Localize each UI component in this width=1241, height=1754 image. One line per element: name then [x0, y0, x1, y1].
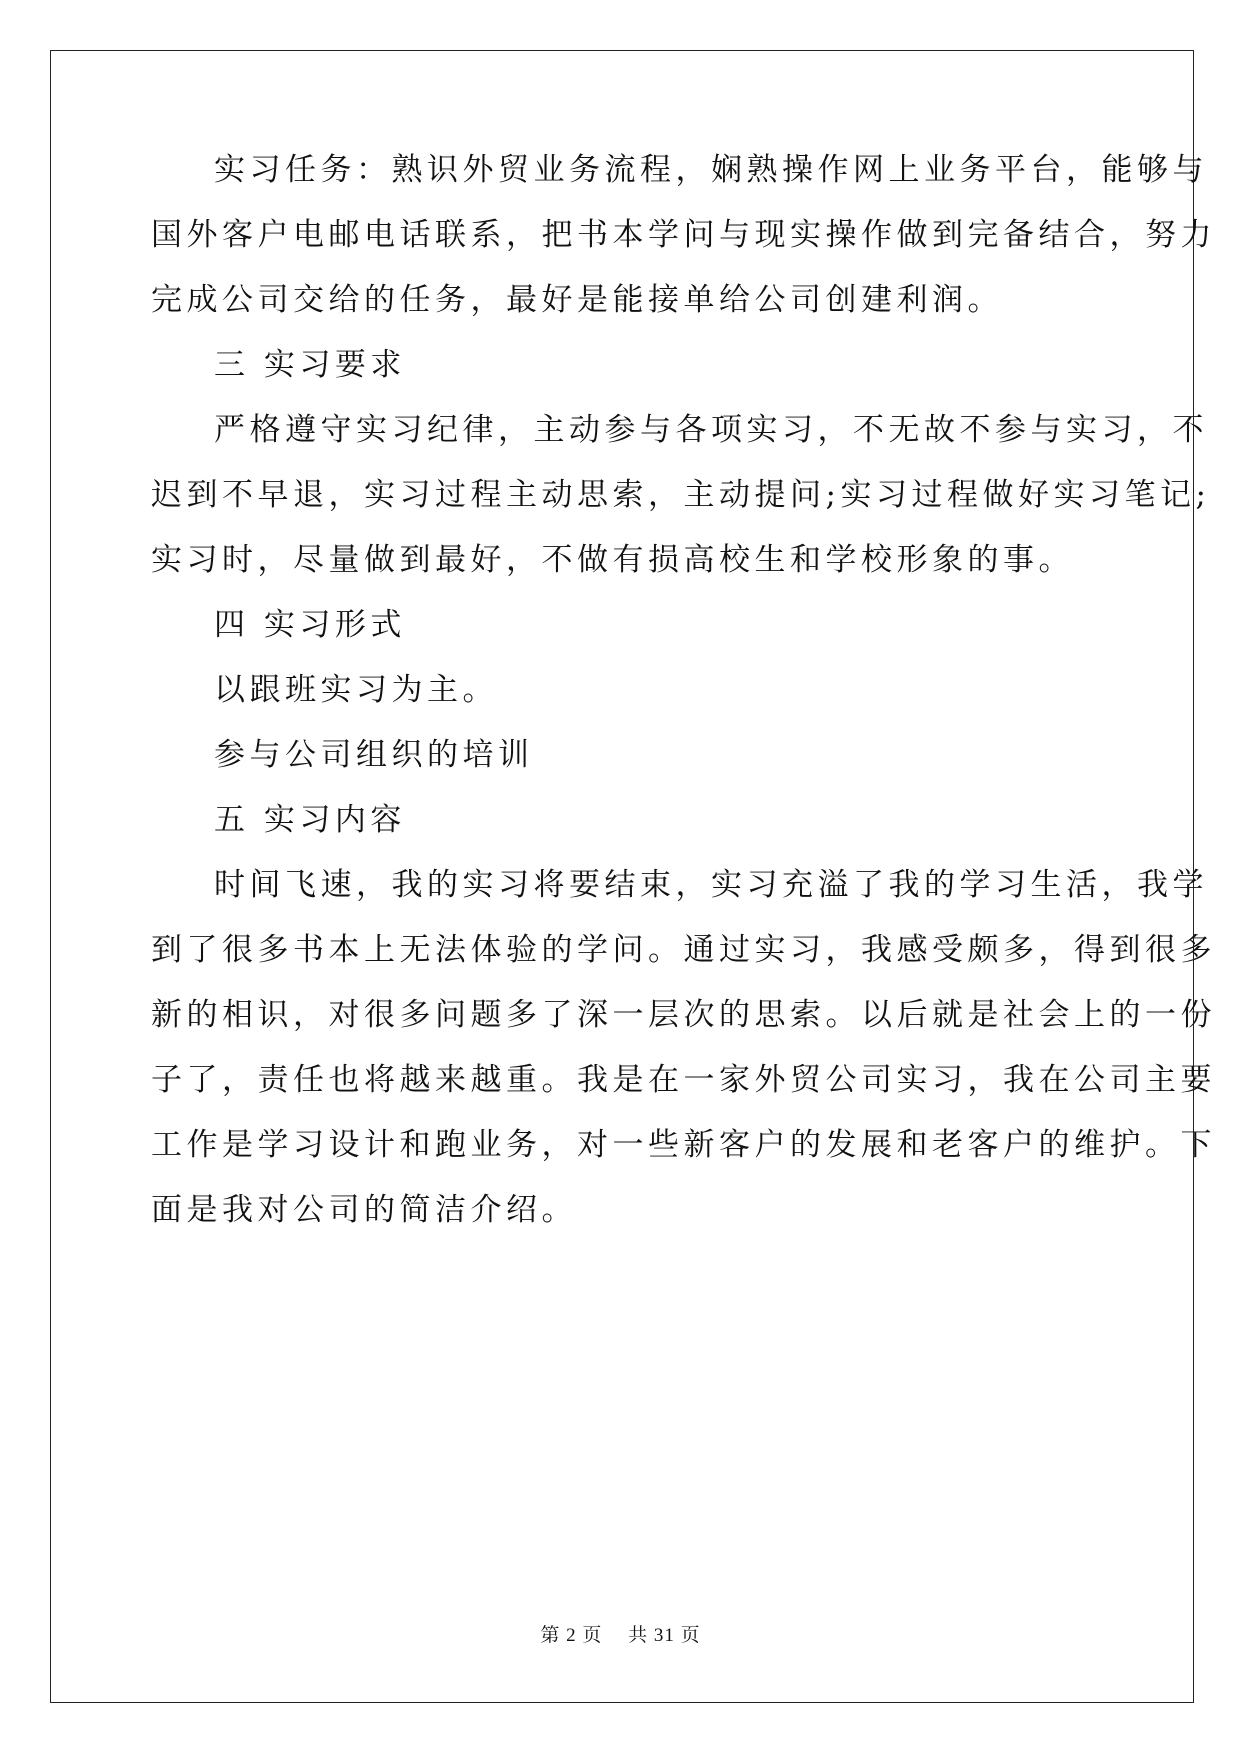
paragraph-line: 参与公司组织的培训: [214, 737, 534, 773]
paragraph-line: 时间飞速，我的实习将要结束，实习充溢了我的学习生活，我学: [214, 867, 1208, 903]
paragraph-line: 严格遵守实习纪律，主动参与各项实习，不无故不参与实习，不: [214, 412, 1208, 448]
paragraph-line: 实习任务：熟识外贸业务流程，娴熟操作网上业务平台，能够与: [214, 152, 1208, 188]
paragraph-line: 面是我对公司的简洁介绍。: [151, 1192, 577, 1228]
paragraph-line: 国外客户电邮电话联系，把书本学问与现实操作做到完备结合，努力: [151, 217, 1216, 253]
page-number: 第 2 页: [540, 1625, 603, 1646]
paragraph-line: 工作是学习设计和跑业务，对一些新客户的发展和老客户的维护。下: [151, 1127, 1216, 1163]
page-footer: [0, 1620, 1241, 1647]
paragraph-line: 以跟班实习为主。: [214, 672, 498, 708]
page-total: 共 31 页: [628, 1625, 701, 1646]
paragraph-line: 新的相识，对很多问题多了深一层次的思索。以后就是社会上的一份: [151, 997, 1216, 1033]
section-heading: 四 实习形式: [214, 607, 406, 643]
paragraph-line: 实习时，尽量做到最好，不做有损高校生和学校形象的事。: [151, 542, 1074, 578]
section-heading: 五 实习内容: [214, 802, 406, 838]
section-heading: 三 实习要求: [214, 347, 406, 383]
paragraph-line: 子了，责任也将越来越重。我是在一家外贸公司实习，我在公司主要: [151, 1062, 1216, 1098]
paragraph-line: 到了很多书本上无法体验的学问。通过实习，我感受颇多，得到很多: [151, 932, 1216, 968]
paragraph-line: 迟到不早退，实习过程主动思索，主动提问;实习过程做好实习笔记;: [151, 477, 1211, 513]
paragraph-line: 完成公司交给的任务，最好是能接单给公司创建利润。: [151, 282, 1003, 318]
